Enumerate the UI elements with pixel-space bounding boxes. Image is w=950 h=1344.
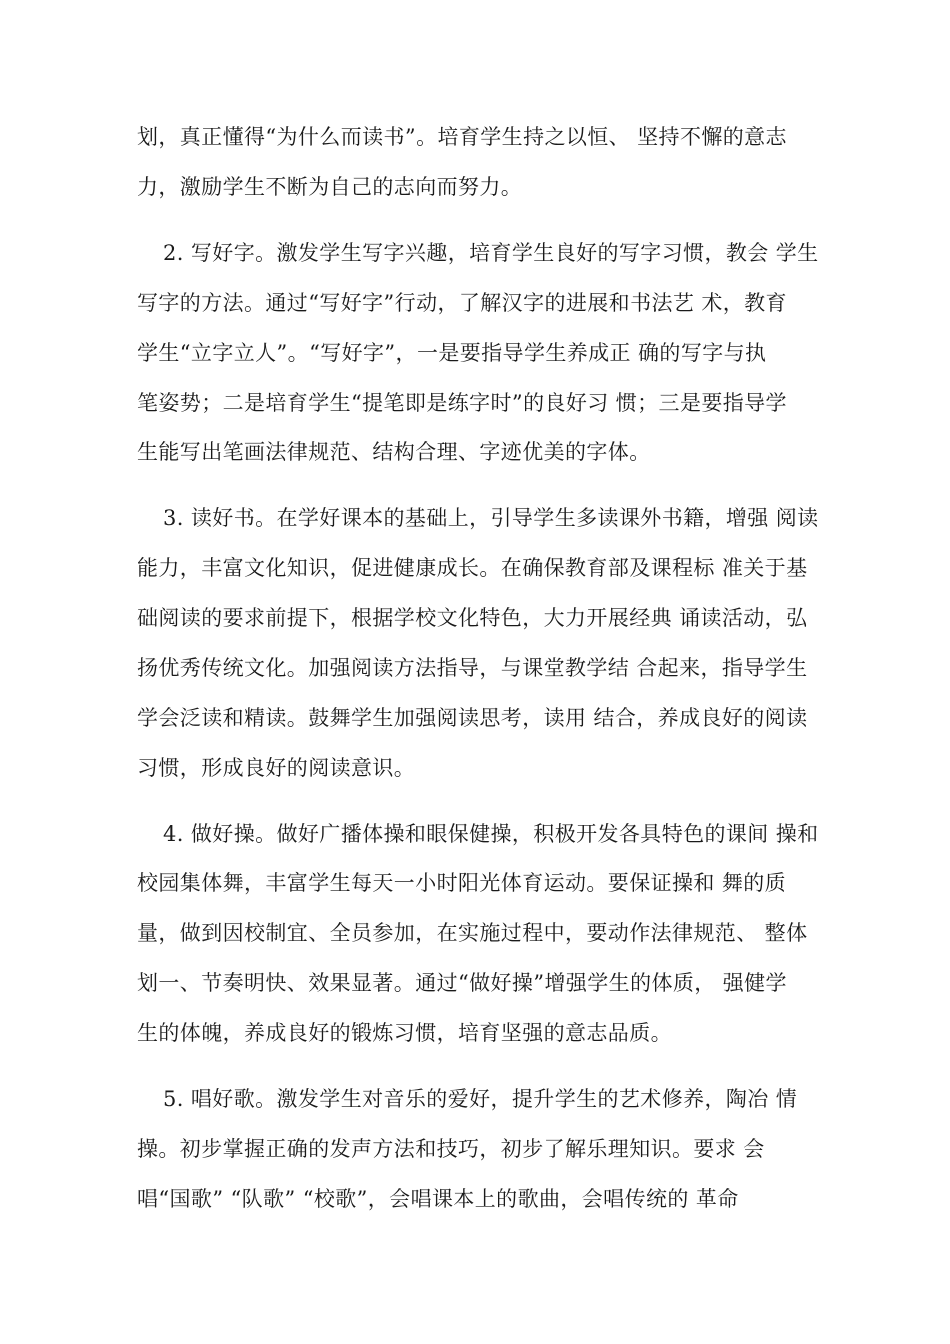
paragraph-line: 4. 做好操。做好广播体操和眼保健操，积极开发各具特色的课间 操和 <box>163 822 819 846</box>
paragraph-line: 学生“立字立人”。“写好字”，一是要指导学生养成正 确的写字与执 <box>137 341 767 365</box>
paragraph-line: 量，做到因校制宜、全员参加，在实施过程中，要动作法律规范、 整体 <box>137 921 808 945</box>
paragraph-line: 能力，丰富文化知识，促进健康成长。在确保教育部及课程标 准关于基 <box>137 556 808 580</box>
paragraph-line: 力，激励学生不断为自己的志向而努力。 <box>137 175 523 199</box>
paragraph-line: 唱“国歌” “队歌” “校歌”，会唱课本上的歌曲，会唱传统的 革命 <box>137 1187 739 1211</box>
paragraph-line: 学会泛读和精读。鼓舞学生加强阅读思考，读用 结合，养成良好的阅读 <box>137 706 808 730</box>
paragraph-line: 生的体魄，养成良好的锻炼习惯，培育坚强的意志品质。 <box>137 1021 672 1045</box>
paragraph-line: 生能写出笔画法律规范、结构合理、字迹优美的字体。 <box>137 440 651 464</box>
paragraph-line: 划，真正懂得“为什么而读书”。培育学生持之以恒、 坚持不懈的意志 <box>137 125 787 149</box>
paragraph-line: 校园集体舞，丰富学生每天一小时阳光体育运动。要保证操和 舞的质 <box>137 871 787 895</box>
paragraph-line: 3. 读好书。在学好课本的基础上，引导学生多读课外书籍，增强 阅读 <box>163 506 819 530</box>
paragraph-line: 划一、节奏明快、效果显著。通过“做好操”增强学生的体质， 强健学 <box>137 971 787 995</box>
paragraph-line: 操。初步掌握正确的发声方法和技巧，初步了解乐理知识。要求 会 <box>137 1137 765 1161</box>
paragraph-line: 础阅读的要求前提下，根据学校文化特色，大力开展经典 诵读活动，弘 <box>137 606 808 630</box>
paragraph-line: 扬优秀传统文化。加强阅读方法指导，与课堂教学结 合起来，指导学生 <box>137 656 808 680</box>
paragraph-line: 笔姿势；二是培育学生“提笔即是练字时”的良好习 惯；三是要指导学 <box>137 391 787 415</box>
paragraph-line: 2. 写好字。激发学生写字兴趣，培育学生良好的写字习惯，教会 学生 <box>163 241 819 265</box>
paragraph-line: 习惯，形成良好的阅读意识。 <box>137 756 416 780</box>
paragraph-line: 写字的方法。通过“写好字”行动，了解汉字的进展和书法艺 术，教育 <box>137 291 787 315</box>
paragraph-line: 5. 唱好歌。激发学生对音乐的爱好，提升学生的艺术修养，陶冶 情 <box>163 1087 798 1111</box>
